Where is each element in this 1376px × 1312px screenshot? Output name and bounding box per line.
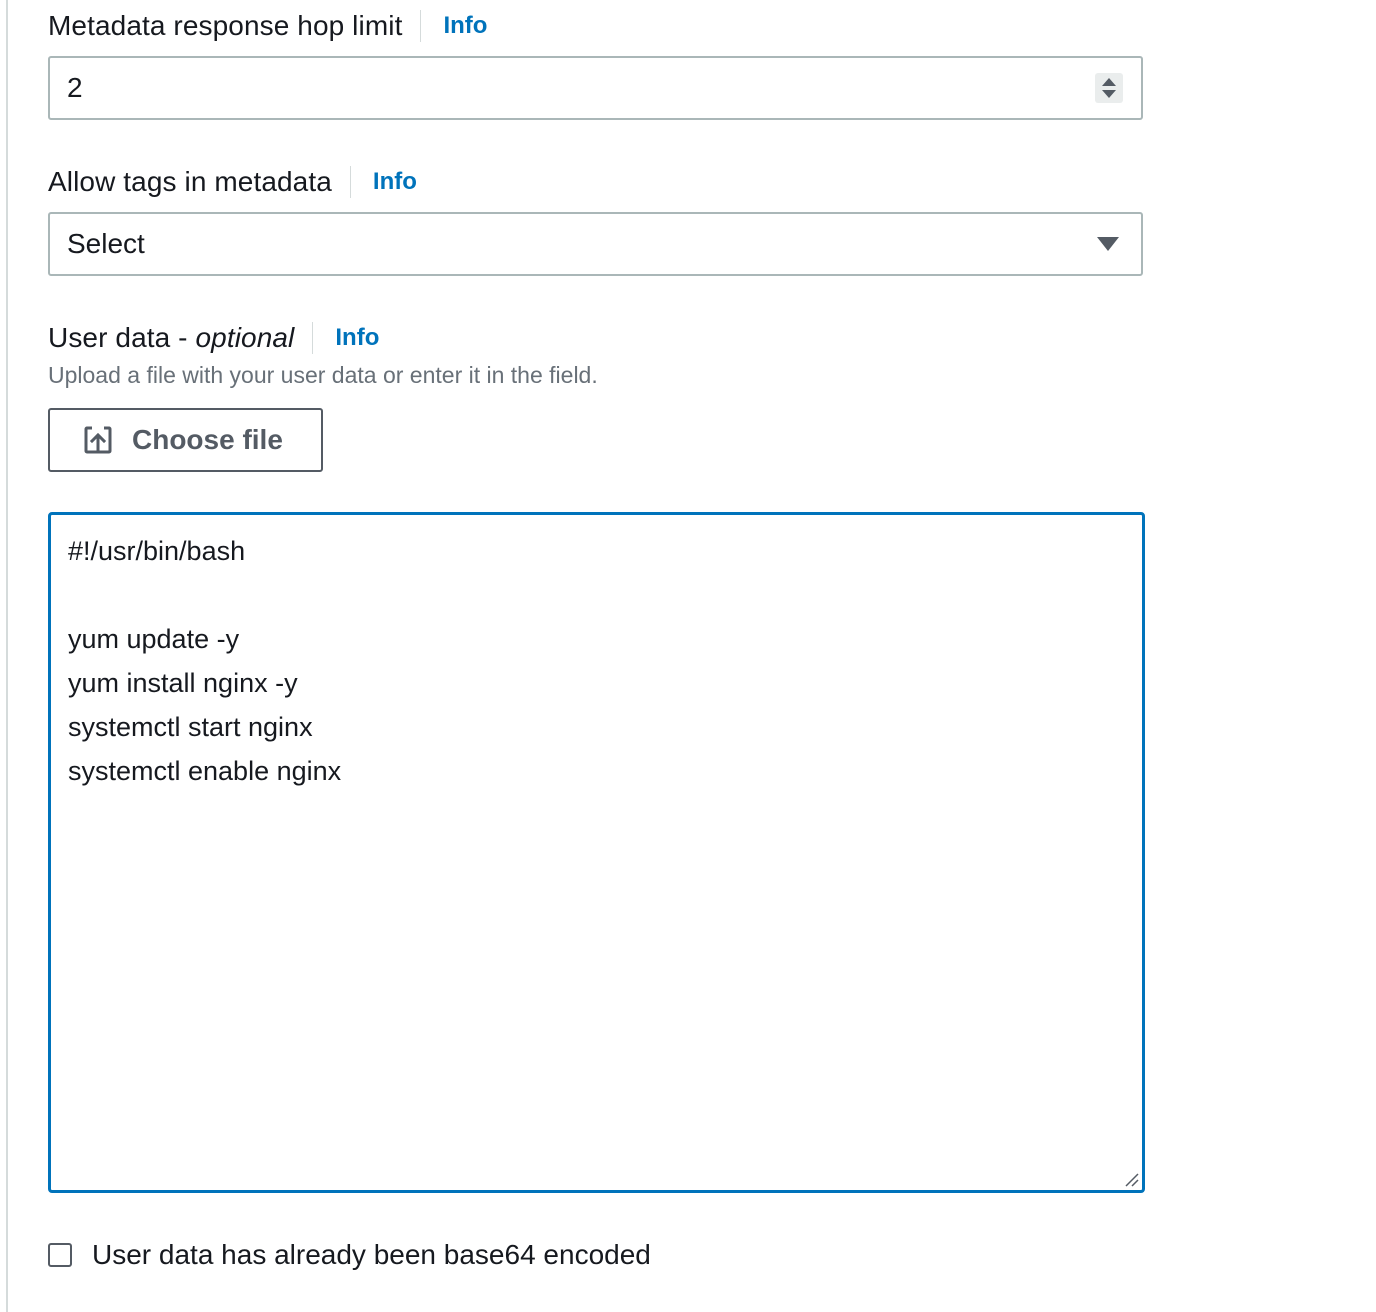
code-line[interactable]: [68, 573, 1125, 617]
label-divider: [312, 322, 313, 354]
base64-checkbox-row[interactable]: [48, 1238, 651, 1272]
code-line[interactable]: #!/usr/bin/bash: [68, 536, 246, 566]
user-data-label-optional: optional: [195, 322, 295, 353]
upload-icon: [84, 426, 112, 454]
user-data-info-link[interactable]: Info: [335, 324, 380, 351]
allow-tags-label-row: [48, 165, 417, 199]
choose-file-button[interactable]: [48, 408, 323, 472]
number-stepper-icon[interactable]: [1095, 73, 1123, 103]
code-line[interactable]: yum install nginx -y: [68, 668, 298, 698]
caret-down-icon[interactable]: [1097, 237, 1119, 251]
stepper-down-icon[interactable]: [1102, 90, 1116, 98]
hop-limit-input[interactable]: [48, 56, 1143, 120]
advanced-details-panel: [6, 0, 1376, 1312]
label-divider: [350, 166, 351, 198]
base64-checkbox[interactable]: [48, 1243, 72, 1267]
code-line[interactable]: systemctl enable nginx: [68, 756, 342, 786]
user-data-label: [48, 322, 294, 354]
user-data-textarea[interactable]: [48, 512, 1145, 1193]
user-data-label-row: [48, 321, 379, 355]
allow-tags-select[interactable]: [48, 212, 1143, 276]
hop-limit-label: Metadata response hop limit: [48, 10, 403, 41]
allow-tags-label: Allow tags in metadata: [48, 166, 332, 197]
code-line[interactable]: systemctl start nginx: [68, 712, 313, 742]
allow-tags-info-link[interactable]: Info: [372, 168, 417, 195]
hop-limit-label-row: [48, 9, 487, 43]
base64-checkbox-label[interactable]: User data has already been base64 encoded: [92, 1239, 651, 1270]
choose-file-label[interactable]: Choose file: [132, 424, 283, 455]
hop-limit-info-link[interactable]: Info: [443, 12, 488, 39]
resize-handle-icon[interactable]: [1123, 1171, 1139, 1187]
allow-tags-selected-value[interactable]: Select: [67, 228, 145, 259]
user-data-description: Upload a file with your user data or enter it in the field.: [48, 362, 598, 388]
hop-limit-value[interactable]: 2: [67, 72, 83, 103]
stepper-up-icon[interactable]: [1102, 78, 1116, 86]
code-line[interactable]: yum update -y: [68, 624, 240, 654]
label-divider: [420, 10, 421, 42]
user-data-label-main: User data -: [48, 322, 196, 353]
